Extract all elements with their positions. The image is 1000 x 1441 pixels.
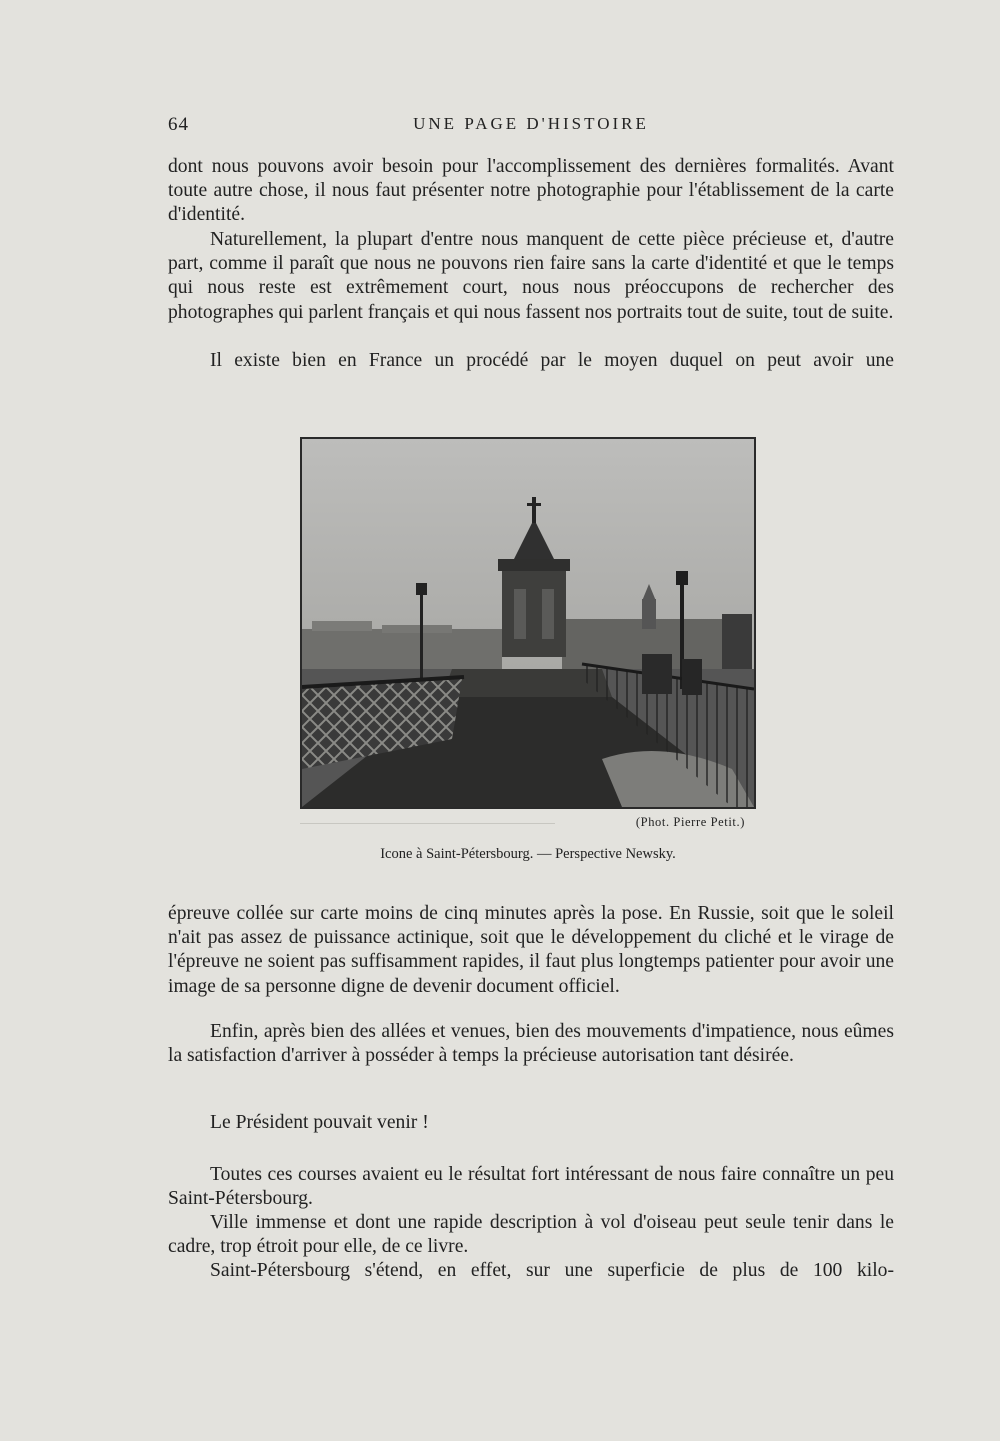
paragraph: Le Président pouvait venir ! <box>210 1112 429 1133</box>
paragraph: Toutes ces courses avaient eu le résultat fort intéressant de nous faire connaître un peu Saint-Pétersbourg. <box>168 1164 894 1210</box>
running-title: UNE PAGE D'HISTOIRE <box>413 114 649 133</box>
paragraph: Naturellement, la plupart d'entre nous manquent de cette pièce précieuse et, d'autre part, comme il paraît que nous ne pouvons rien faire sans la carte d'identité et que le temps qui nous reste est extrêmement court, nous nous préoccupons de rechercher des photographes qui parlent français et qui nous fassent nos portraits tout de suite, tout de suite. <box>168 229 894 323</box>
page-header <box>168 114 894 138</box>
paragraph: Saint-Pétersbourg s'étend, en effet, sur une superficie de plus de 100 kilo- <box>210 1260 894 1281</box>
caption-rule <box>300 823 555 824</box>
photograph-icon <box>302 439 754 807</box>
paragraph: Ville immense et dont une rapide description à vol d'oiseau peut seule tenir dans le cadre, trop étroit pour elle, de ce livre. <box>168 1212 894 1258</box>
photo-credit: (Phot. Pierre Petit.) <box>635 815 745 829</box>
paragraph: Il existe bien en France un procédé par le moyen duquel on peut avoir une <box>210 350 894 371</box>
paragraph: épreuve collée sur carte moins de cinq minutes après la pose. En Russie, soit que le soleil n'ait pas assez de puissance actinique, soit que le développement du cliché et le virage de l'épreuve ne soient pas suffisamment rapides, il faut plus longtemps patienter pour avoir une image de sa personne digne de devenir document officiel. <box>168 903 894 997</box>
paragraph: dont nous pouvons avoir besoin pour l'accomplissement des dernières formalités. Avant toute autre chose, il nous faut présenter notre photographie pour l'établissement de la carte d'identité. <box>168 156 894 226</box>
figure-caption: Icone à Saint-Pétersbourg. — Perspective Newsky. <box>380 846 676 862</box>
page-number: 64 <box>168 114 189 135</box>
photograph-figure <box>300 437 756 809</box>
paragraph: Enfin, après bien des allées et venues, bien des mouvements d'impatience, nous eûmes la satisfaction d'arriver à posséder à temps la précieuse autorisation tant désirée. <box>168 1021 894 1067</box>
